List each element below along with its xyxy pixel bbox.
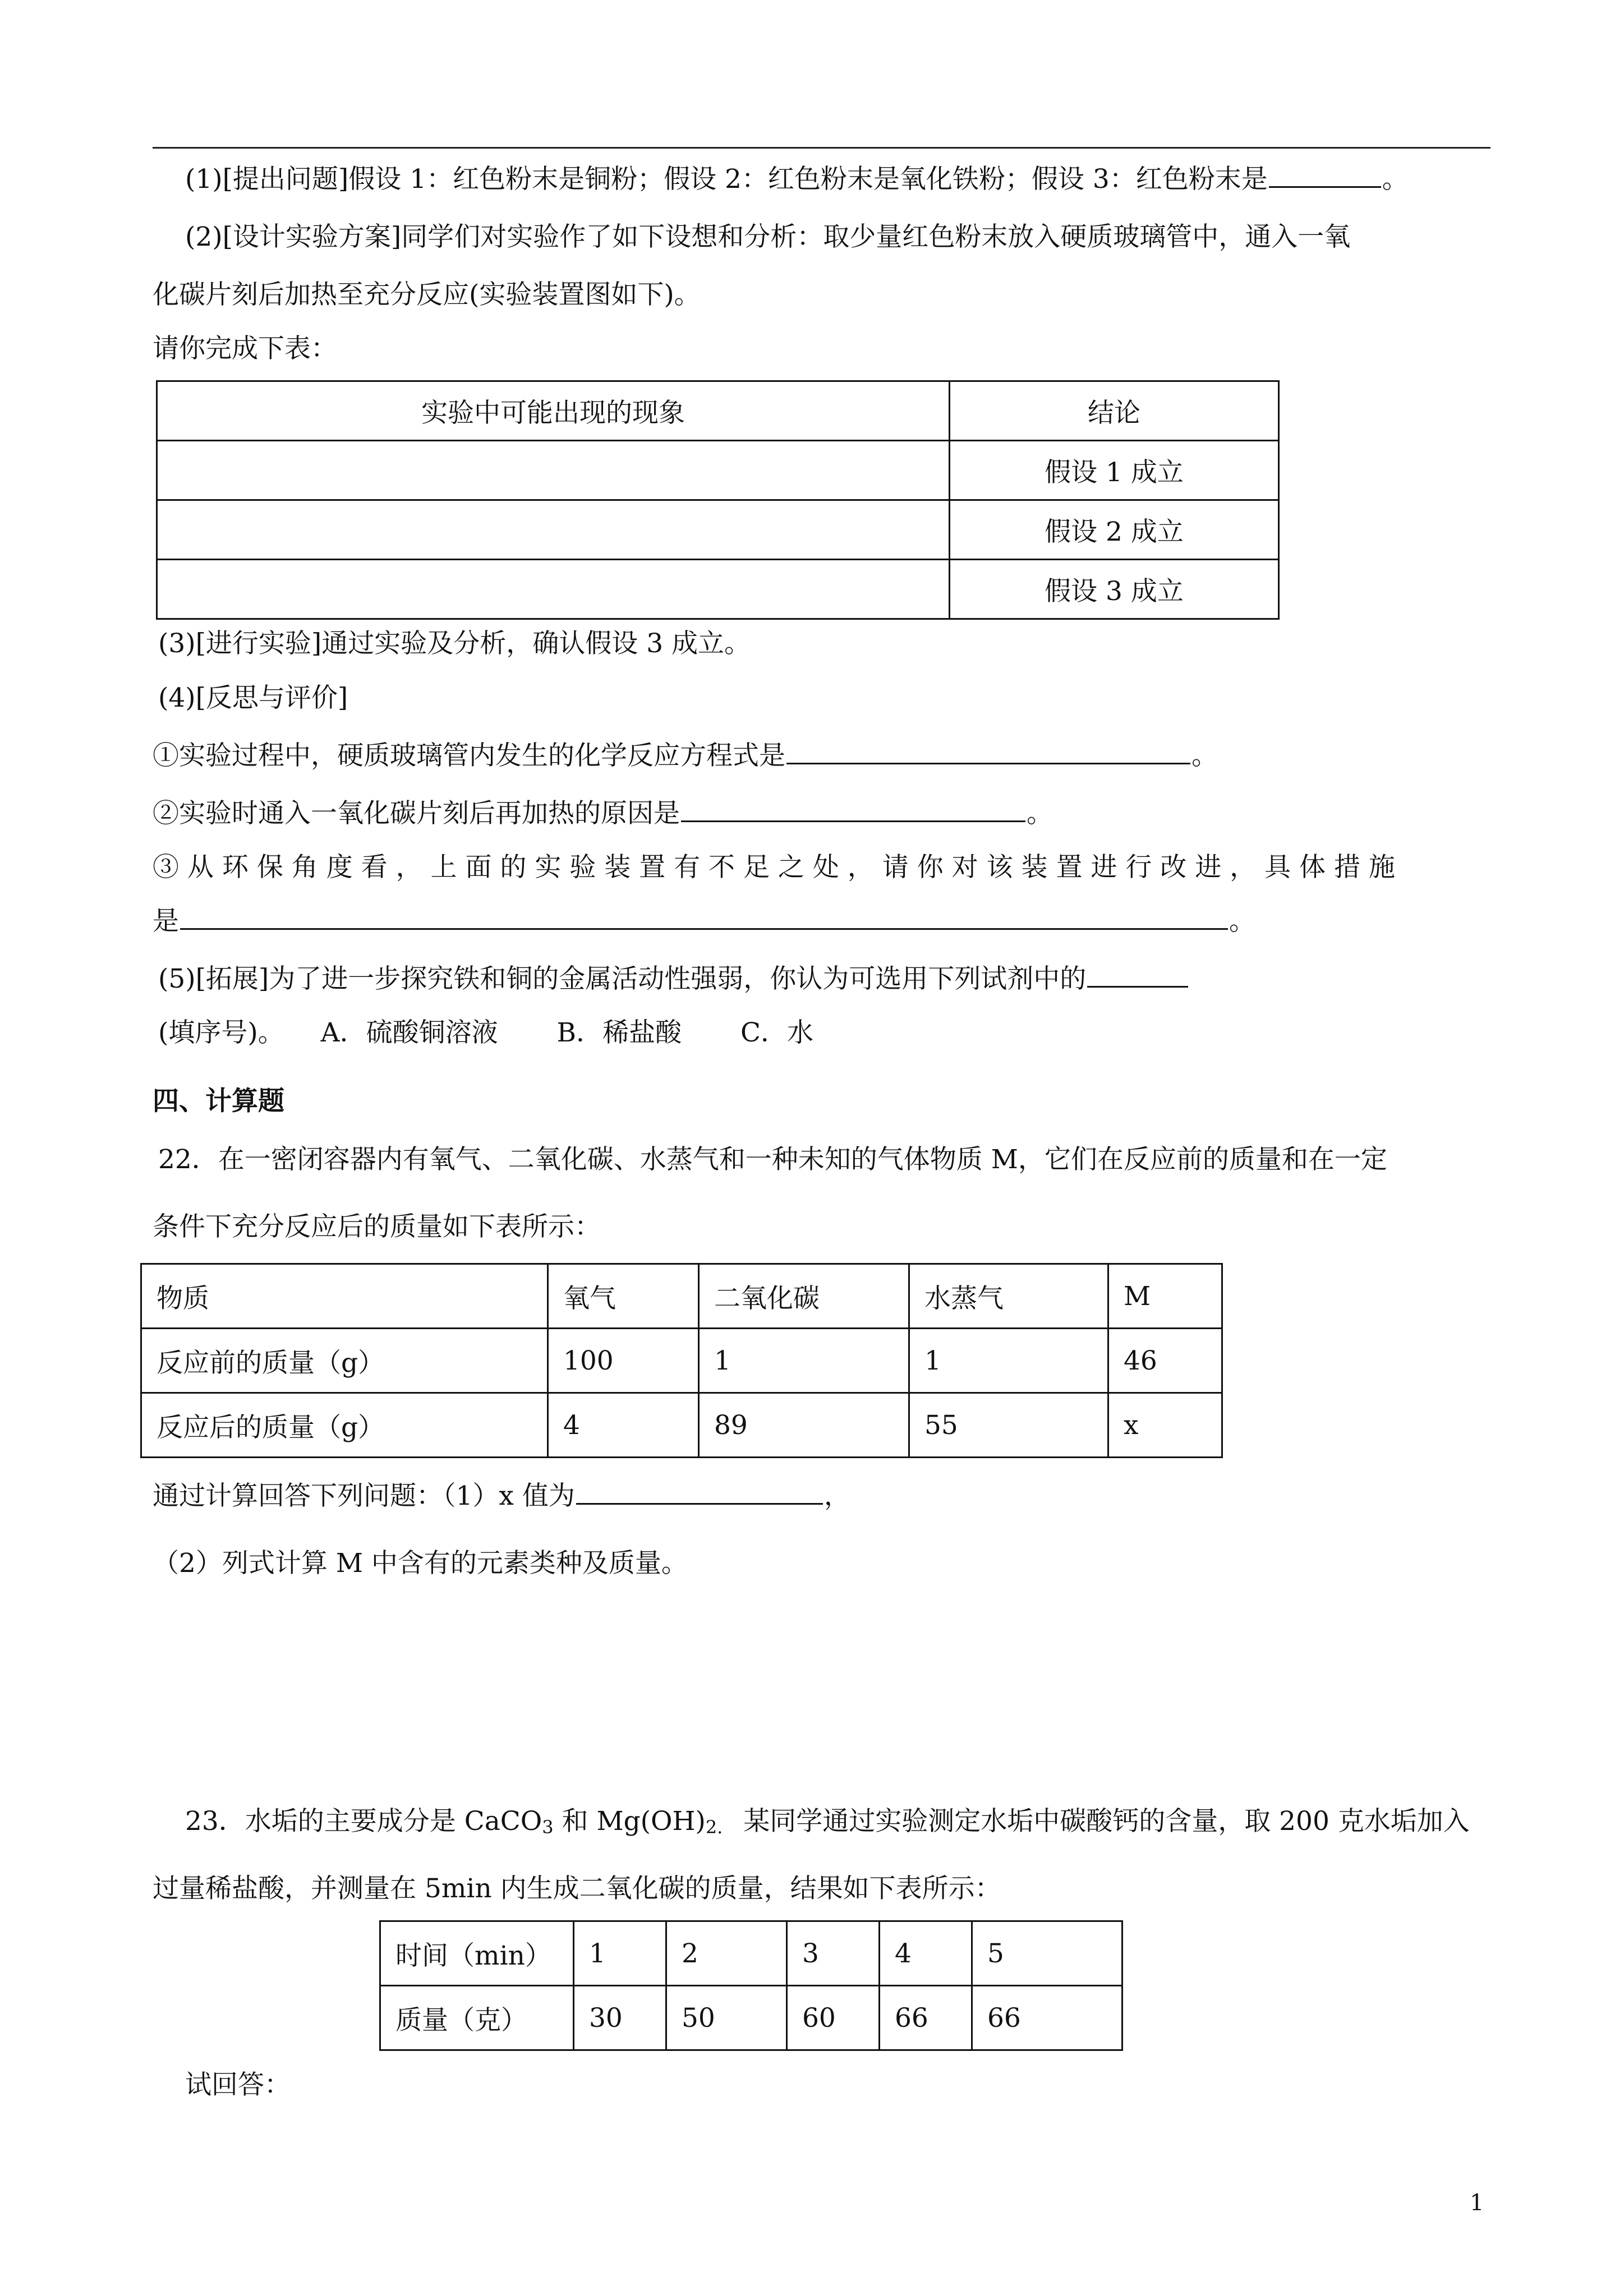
table-row bbox=[157, 381, 1279, 441]
q22-ask2: （2）列式计算 M 中含有的元素类种及质量。 bbox=[153, 1548, 688, 1579]
option-c[interactable]: C．水 bbox=[740, 1017, 814, 1048]
top-rule bbox=[153, 147, 1490, 149]
table-header: 氧气 bbox=[548, 1264, 699, 1329]
table-cell: 66 bbox=[880, 1986, 972, 2050]
q23-line2: 过量稀盐酸，并测量在 5min 内生成二氧化碳的质量，结果如下表所示： bbox=[153, 1873, 1001, 1904]
table-cell: 4 bbox=[548, 1393, 699, 1458]
option-b[interactable]: B．稀盐酸 bbox=[556, 1017, 682, 1048]
q21-part5-line1: (5)[拓展]为了进一步探究铁和铜的金属活动性强弱，你认为可选用下列试剂中的 bbox=[158, 958, 1189, 995]
option-a[interactable]: A．硫酸铜溶液 bbox=[320, 1017, 498, 1048]
table-cell: 反应前的质量（g） bbox=[141, 1329, 548, 1393]
q21-part2-line3: 请你完成下表： bbox=[153, 333, 337, 364]
q21-part4-q2: ②实验时通入一氧化碳片刻后再加热的原因是 。 bbox=[153, 792, 1053, 830]
table-cell: 89 bbox=[699, 1393, 909, 1458]
table-cell: 66 bbox=[972, 1986, 1122, 2050]
table-row bbox=[157, 560, 1279, 619]
q21-part2-line1: (2)[设计实验方案]同学们对实验作了如下设想和分析：取少量红色粉末放入硬质玻璃管中，通入一氧 bbox=[185, 222, 1351, 252]
q21-part5-line2: (填序号)。 A．硫酸铜溶液 B．稀盐酸 C．水 bbox=[158, 1017, 814, 1048]
phenomenon-cell[interactable] bbox=[157, 441, 950, 500]
phenomenon-cell[interactable] bbox=[157, 500, 950, 560]
table-row bbox=[141, 1264, 1222, 1329]
q21-part4-title: (4)[反思与评价] bbox=[158, 683, 348, 713]
table-cell: 100 bbox=[548, 1329, 699, 1393]
answer-blank[interactable] bbox=[1087, 960, 1188, 988]
q21-part3: (3)[进行实验]通过实验及分析，确认假设 3 成立。 bbox=[158, 628, 751, 659]
table-row bbox=[141, 1393, 1222, 1458]
table-cell: 1 bbox=[574, 1921, 666, 1986]
q22-line2: 条件下充分反应后的质量如下表所示： bbox=[153, 1211, 601, 1242]
table-row bbox=[380, 1986, 1122, 2050]
table-header: 时间（min） bbox=[380, 1921, 574, 1986]
answer-blank[interactable] bbox=[681, 795, 1025, 822]
table-row bbox=[157, 500, 1279, 560]
phenomenon-cell[interactable] bbox=[157, 560, 950, 619]
table-cell: 反应后的质量（g） bbox=[141, 1393, 548, 1458]
table-header: 物质 bbox=[141, 1264, 548, 1329]
table-header: 水蒸气 bbox=[909, 1264, 1108, 1329]
table-cell: 3 bbox=[787, 1921, 880, 1986]
table-cell: 46 bbox=[1108, 1329, 1222, 1393]
table-cell: 2 bbox=[666, 1921, 787, 1986]
table-row bbox=[157, 441, 1279, 500]
answer-blank[interactable] bbox=[786, 737, 1190, 764]
header-phenomenon: 实验中可能出现的现象 bbox=[157, 381, 950, 441]
table-cell: 60 bbox=[787, 1986, 880, 2050]
table-header: M bbox=[1108, 1264, 1222, 1329]
table-cell: 50 bbox=[666, 1986, 787, 2050]
table-cell: 4 bbox=[880, 1921, 972, 1986]
q21-part4-q1: ①实验过程中，硬质玻璃管内发生的化学反应方程式是 。 bbox=[153, 735, 1218, 772]
table-cell: 1 bbox=[909, 1329, 1108, 1393]
q23-line1: 23．水垢的主要成分是 CaCO$_3$ 和 $Mg(OH)_{2.}$ 某同学通过实验测定水垢中碳酸钙的含量，取 200 克水垢加入 bbox=[185, 1806, 1470, 1838]
q21-part1: (1)[提出问题]假设 1：红色粉末是铜粉；假设 2：红色粉末是氧化铁粉；假设 3：红色粉末是 。 bbox=[185, 158, 1409, 196]
q21-part4-q3-line1: ③ 从 环 保 角 度 看 ， 上 面 的 实 验 装 置 有 不 足 之 处 ， 请 你 对 该 装 置 进 行 改 进 ， 具 体 措 施 bbox=[153, 852, 1395, 883]
conclusion-cell: 假设 3 成立 bbox=[950, 560, 1279, 619]
q21-part2-line2: 化碳片刻后加热至充分反应(实验装置图如下)。 bbox=[153, 279, 701, 310]
q22-line1: 22．在一密闭容器内有氧气、二氧化碳、水蒸气和一种未知的气体物质 M，它们在反应前的质量和在一定 bbox=[158, 1144, 1387, 1175]
table-cell: 30 bbox=[574, 1986, 666, 2050]
q22-ask1: 通过计算回答下列问题：（1）x 值为 ， bbox=[153, 1475, 850, 1513]
experiment-table bbox=[156, 380, 1280, 620]
conclusion-cell: 假设 1 成立 bbox=[950, 441, 1279, 500]
answer-blank[interactable] bbox=[180, 902, 1228, 930]
q23-ask: 试回答： bbox=[185, 2069, 291, 2100]
page-number: 1 bbox=[1470, 2190, 1484, 2216]
section-title: 四、计算题 bbox=[153, 1086, 284, 1117]
table-header: 二氧化碳 bbox=[699, 1264, 909, 1329]
co2-mass-table bbox=[379, 1920, 1123, 2051]
answer-blank[interactable] bbox=[1269, 160, 1381, 188]
table-cell: x bbox=[1108, 1393, 1222, 1458]
table-header: 质量（克） bbox=[380, 1986, 574, 2050]
header-conclusion: 结论 bbox=[950, 381, 1279, 441]
answer-blank[interactable] bbox=[576, 1477, 823, 1505]
mass-table bbox=[140, 1263, 1223, 1458]
q21-part4-q3-line2: 是 。 bbox=[153, 900, 1255, 938]
table-cell: 5 bbox=[972, 1921, 1122, 1986]
table-cell: 55 bbox=[909, 1393, 1108, 1458]
table-row bbox=[141, 1329, 1222, 1393]
table-row bbox=[380, 1921, 1122, 1986]
table-cell: 1 bbox=[699, 1329, 909, 1393]
conclusion-cell: 假设 2 成立 bbox=[950, 500, 1279, 560]
